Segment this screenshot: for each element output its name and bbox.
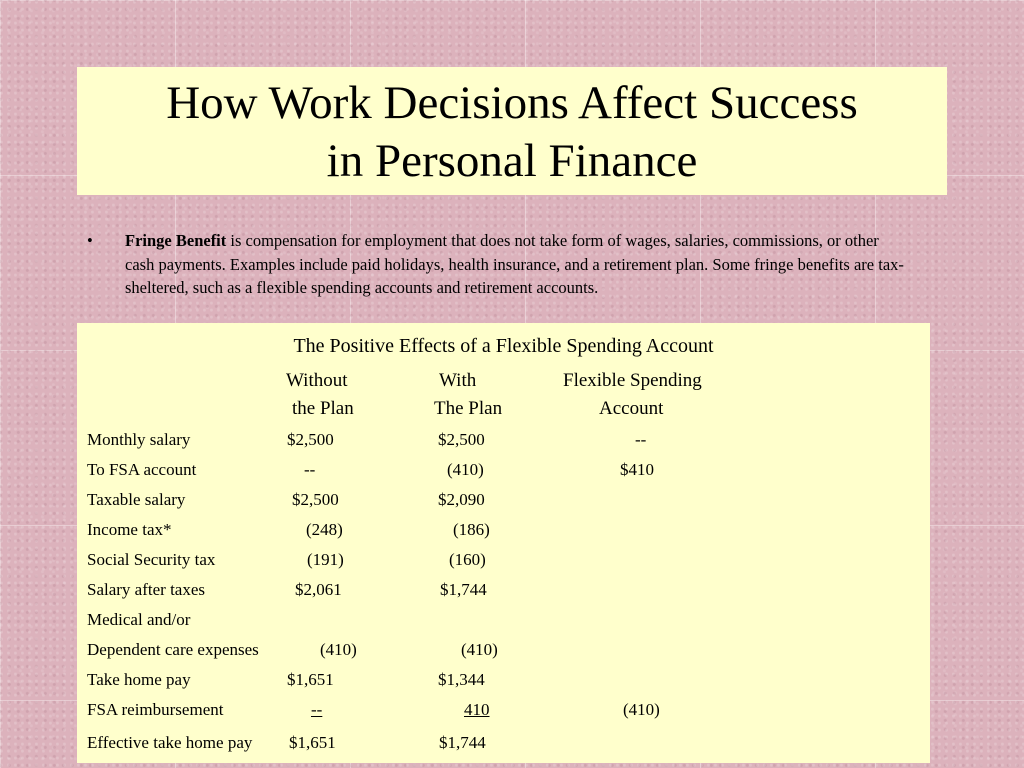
header-without-line-2: the Plan	[292, 398, 354, 419]
cell-without: --	[311, 700, 323, 719]
cell-without: $2,500	[287, 430, 334, 449]
cell-without: --	[304, 460, 316, 479]
header-with-line-1: With	[439, 370, 477, 391]
cell-with: (160)	[449, 550, 486, 569]
cell-fsa: (410)	[623, 700, 660, 719]
row-label: Take home pay	[87, 670, 191, 689]
header-fsa-line-1: Flexible Spending	[563, 370, 702, 391]
header-without-line-1: Without	[286, 370, 348, 391]
row-label: FSA reimbursement	[87, 700, 224, 719]
row-label: Monthly salary	[87, 430, 191, 449]
cell-without: $2,500	[292, 490, 339, 509]
cell-without: $1,651	[289, 733, 336, 752]
cell-with: 410	[464, 700, 490, 719]
row-label: Dependent care expenses	[87, 640, 259, 659]
row-label: Social Security tax	[87, 550, 216, 569]
slide-title-line-2: in Personal Finance	[326, 135, 698, 187]
row-label: Medical and/or	[87, 610, 191, 629]
bullet-body: is compensation for employment that does not take form of wages, salaries, commissions, or other cash payments. Examples include paid holidays, health insurance, and a retirement plan. Some fringe benefits are tax-sheltered, such as a flexible spending accounts and retirement accounts.	[125, 231, 904, 297]
cell-with: (186)	[453, 520, 490, 539]
header-fsa-line-2: Account	[599, 398, 664, 419]
cell-with: $1,744	[440, 580, 487, 599]
cell-without: (410)	[320, 640, 357, 659]
cell-fsa: $410	[620, 460, 654, 479]
row-label: To FSA account	[87, 460, 197, 479]
bullet-marker: •	[87, 231, 93, 250]
slide-title	[77, 67, 947, 195]
row-label: Salary after taxes	[87, 580, 205, 599]
cell-without: (191)	[307, 550, 344, 569]
cell-without: $2,061	[295, 580, 342, 599]
cell-fsa: --	[635, 430, 647, 449]
row-label: Effective take home pay	[87, 733, 253, 752]
cell-with: $1,344	[438, 670, 485, 689]
row-label: Income tax*	[87, 520, 172, 539]
table-title: The Positive Effects of a Flexible Spending Account	[293, 335, 714, 357]
cell-without: $1,651	[287, 670, 334, 689]
cell-with: (410)	[447, 460, 484, 479]
bullet-text	[125, 229, 907, 300]
fsa-table	[77, 323, 930, 763]
slide-title-line-1: How Work Decisions Affect Success	[166, 77, 858, 129]
cell-with: $1,744	[439, 733, 486, 752]
cell-with: $2,500	[438, 430, 485, 449]
row-label: Taxable salary	[87, 490, 186, 509]
fringe-benefit-bullet	[87, 229, 907, 300]
bullet-term: Fringe Benefit	[125, 231, 227, 250]
cell-with: $2,090	[438, 490, 485, 509]
header-with-line-2: The Plan	[434, 398, 503, 419]
cell-with: (410)	[461, 640, 498, 659]
cell-without: (248)	[306, 520, 343, 539]
